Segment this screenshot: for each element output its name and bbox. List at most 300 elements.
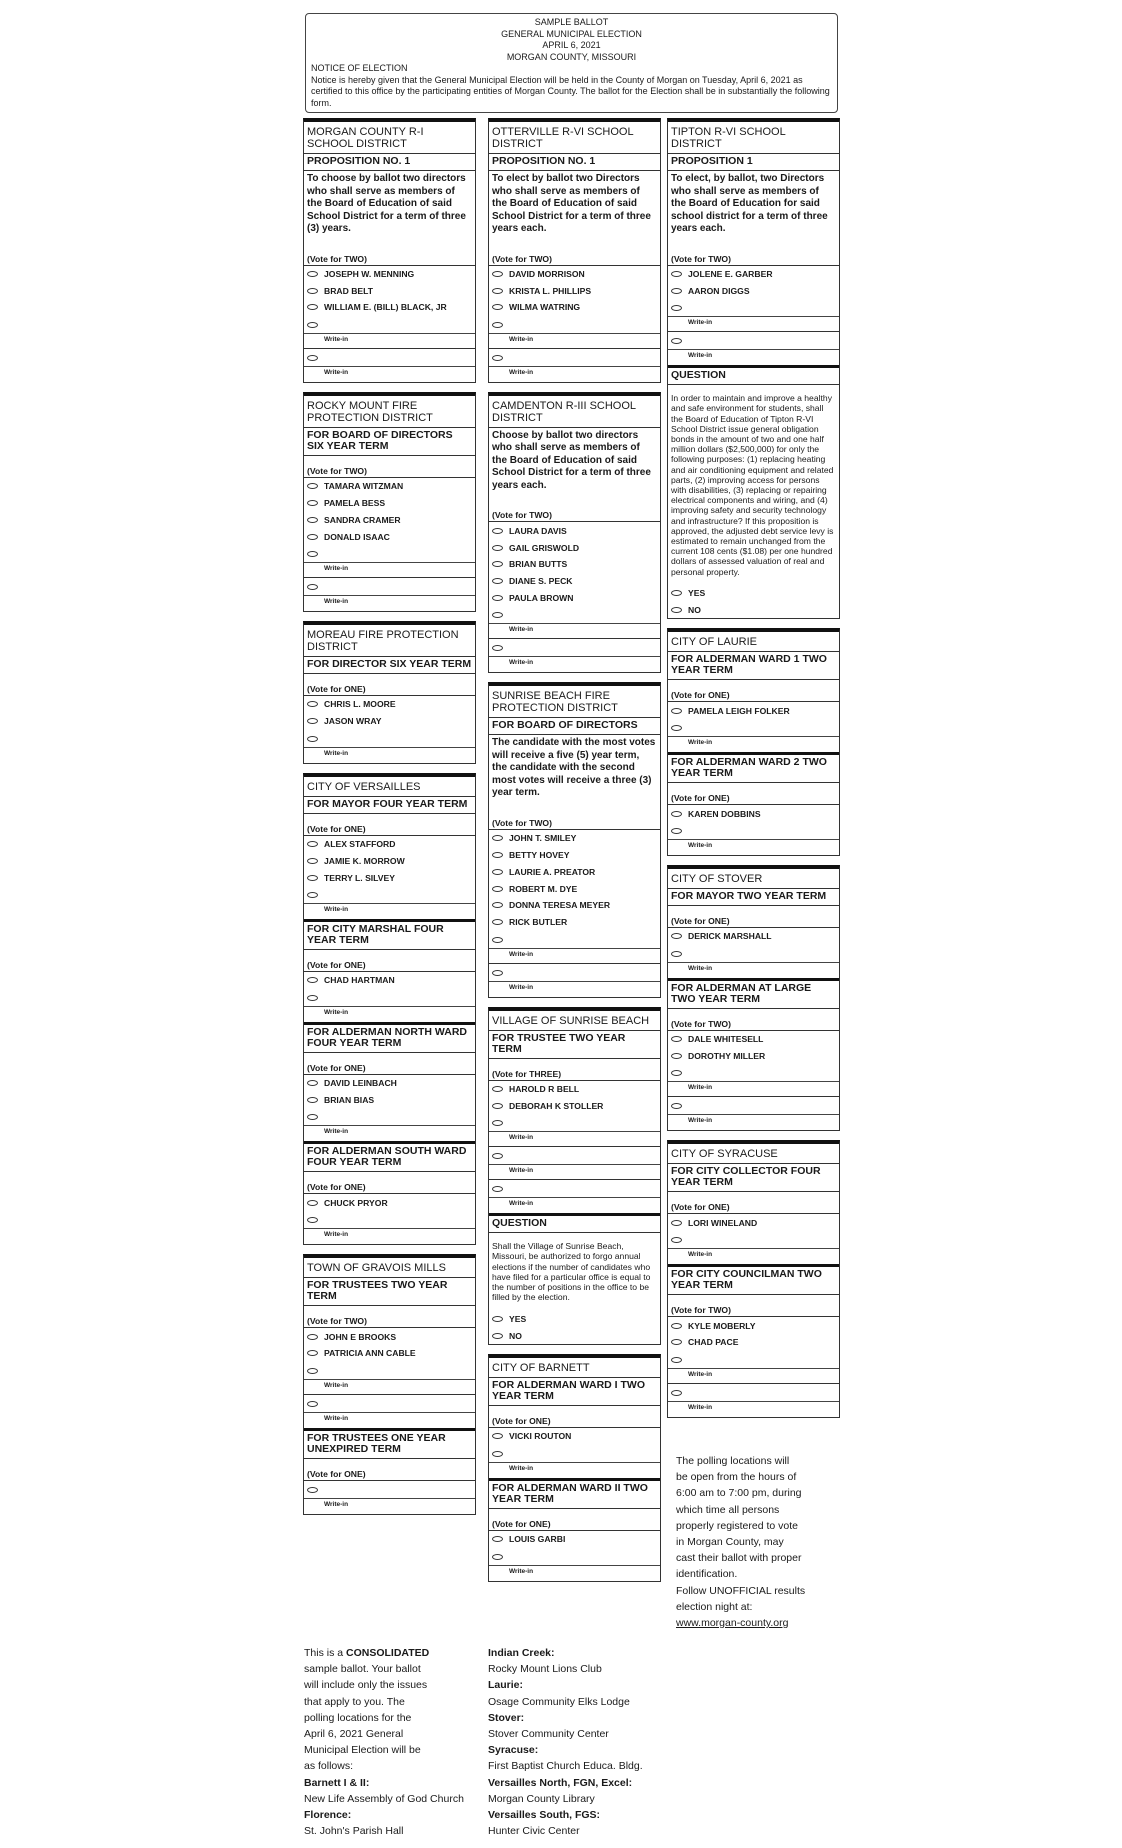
race (489, 1031, 660, 1214)
ballot-oval-icon[interactable] (307, 534, 318, 540)
vote-instruction: (Vote for TWO) (304, 244, 475, 266)
candidate-option[interactable] (304, 852, 475, 869)
write-in-label: Write-in (509, 1567, 534, 1575)
vote-instruction: (Vote for TWO) (489, 808, 660, 830)
vote-instruction: (Vote for TWO) (304, 1306, 475, 1328)
ballot-oval-icon[interactable] (307, 500, 318, 506)
race-description: The candidate with the most votes will receive a five (5) year term, the candidate with the second most votes will receive a three (3) year term. (492, 737, 656, 799)
write-in-line[interactable] (304, 1125, 475, 1126)
ballot-oval-icon[interactable] (492, 1333, 503, 1339)
ballot-oval-icon[interactable] (492, 902, 503, 908)
candidate-name: TERRY L. SILVEY (324, 872, 395, 883)
ballot-oval-icon[interactable] (307, 995, 318, 1001)
candidate-option[interactable] (668, 1317, 839, 1334)
ballot-oval-icon[interactable] (671, 1103, 682, 1109)
write-in-option[interactable] (304, 886, 475, 919)
write-in-option[interactable] (668, 822, 839, 855)
ballot-oval-icon[interactable] (307, 1080, 318, 1086)
candidate-option[interactable] (489, 1327, 660, 1344)
candidate-name: DEBORAH K STOLLER (509, 1100, 604, 1111)
write-in-option[interactable] (668, 1064, 839, 1097)
write-in-label: Write-in (509, 983, 534, 991)
write-in-line[interactable] (304, 595, 475, 596)
write-in-option[interactable] (489, 964, 660, 997)
write-in-line[interactable] (668, 349, 839, 350)
ballot-oval-icon[interactable] (492, 561, 503, 567)
write-in-option[interactable] (489, 1180, 660, 1213)
write-in-option[interactable] (304, 1108, 475, 1141)
race (668, 154, 839, 365)
candidate-name: NO (688, 604, 701, 615)
write-in-line[interactable] (304, 903, 475, 904)
candidate-name: JOHN T. SMILEY (509, 833, 577, 844)
write-in-label: Write-in (324, 906, 349, 914)
ballot-oval-icon[interactable] (492, 1554, 503, 1560)
write-in-option[interactable] (304, 1395, 475, 1428)
ballot-oval-icon[interactable] (307, 1097, 318, 1103)
office-title: FOR BOARD OF DIRECTORS SIX YEAR TERM (304, 428, 475, 456)
ballot-oval-icon[interactable] (307, 1350, 318, 1356)
consolidated-line: sample ballot. Your ballot (304, 1663, 421, 1676)
write-in-label: Write-in (324, 1128, 349, 1136)
candidate-option[interactable] (304, 1194, 475, 1211)
ballot-oval-icon[interactable] (492, 919, 503, 925)
candidate-option[interactable] (489, 863, 660, 880)
write-in-option[interactable] (304, 316, 475, 349)
candidate-option[interactable] (304, 972, 475, 989)
ballot-oval-icon[interactable] (492, 1153, 503, 1159)
vote-instruction: (Vote for TWO) (489, 244, 660, 266)
write-in-option[interactable] (668, 1351, 839, 1384)
candidate-option[interactable] (304, 1328, 475, 1345)
write-in-option[interactable] (304, 349, 475, 382)
write-in-label: Write-in (324, 1008, 349, 1016)
contest-section (303, 621, 476, 764)
ballot-oval-icon[interactable] (492, 886, 503, 892)
ballot-oval-icon[interactable] (492, 1120, 503, 1126)
write-in-label: Write-in (324, 598, 349, 606)
candidate-option[interactable] (304, 1092, 475, 1109)
write-in-option[interactable] (489, 639, 660, 672)
ballot-oval-icon[interactable] (492, 869, 503, 875)
candidate-option[interactable] (668, 1334, 839, 1351)
ballot-oval-icon[interactable] (307, 355, 318, 361)
ballot-oval-icon[interactable] (307, 701, 318, 707)
write-in-line[interactable] (668, 1114, 839, 1115)
ballot-oval-icon[interactable] (307, 322, 318, 328)
ballot-oval-icon[interactable] (671, 1070, 682, 1076)
candidate-option[interactable] (489, 590, 660, 607)
write-in-line[interactable] (489, 1565, 660, 1566)
candidate-option[interactable] (668, 585, 839, 602)
candidate-option[interactable] (668, 1048, 839, 1065)
write-in-line[interactable] (304, 333, 475, 334)
candidate-option[interactable] (668, 282, 839, 299)
ballot-oval-icon[interactable] (671, 1220, 682, 1226)
write-in-line[interactable] (668, 736, 839, 737)
candidate-option[interactable] (304, 266, 475, 283)
write-in-line[interactable] (489, 1131, 660, 1132)
write-in-option[interactable] (304, 1362, 475, 1395)
write-in-label: Write-in (688, 964, 713, 972)
write-in-option[interactable] (489, 606, 660, 639)
ballot-oval-icon[interactable] (671, 811, 682, 817)
polling-hours-line: The polling locations will (676, 1455, 790, 1467)
candidate-name: NO (509, 1330, 522, 1341)
ballot-oval-icon[interactable] (307, 1114, 318, 1120)
ballot-oval-icon[interactable] (671, 828, 682, 834)
candidate-option[interactable] (489, 282, 660, 299)
candidate-name: WILMA WATRING (509, 302, 581, 313)
write-in-option[interactable] (668, 719, 839, 752)
write-in-line[interactable] (304, 1412, 475, 1413)
candidate-option[interactable] (304, 282, 475, 299)
write-in-line[interactable] (668, 1248, 839, 1249)
location-place: Stover: (488, 1711, 525, 1724)
candidate-option[interactable] (489, 830, 660, 847)
office-title: FOR ALDERMAN WARD 1 TWO YEAR TERM (668, 652, 839, 680)
write-in-label: Write-in (509, 626, 534, 634)
ballot-oval-icon[interactable] (671, 607, 682, 613)
race (668, 889, 839, 978)
location-place: Laurie: (488, 1679, 524, 1692)
write-in-option[interactable] (489, 1548, 660, 1581)
write-in-label: Write-in (688, 841, 713, 849)
ballot-oval-icon[interactable] (492, 528, 503, 534)
candidate-name: DAVID LEINBACH (324, 1078, 397, 1089)
ballot-oval-icon[interactable] (492, 1433, 503, 1439)
write-in-label: Write-in (688, 1251, 713, 1259)
candidate-option[interactable] (489, 897, 660, 914)
location-site: First Baptist Church Educa. Bldg. (488, 1760, 643, 1773)
write-in-line[interactable] (489, 1164, 660, 1165)
ballot-oval-icon[interactable] (307, 517, 318, 523)
contest-section (303, 392, 476, 612)
candidate-option[interactable] (304, 299, 475, 316)
ballot-oval-icon[interactable] (307, 736, 318, 742)
candidate-name: DONNA TERESA MEYER (509, 900, 611, 911)
district-title: OTTERVILLE R-VI SCHOOL DISTRICT (489, 122, 660, 154)
write-in-option[interactable] (668, 332, 839, 365)
district-title: CITY OF SYRACUSE (668, 1144, 839, 1164)
race (489, 1478, 660, 1581)
vote-instruction: (Vote for TWO) (489, 500, 660, 522)
write-in-option[interactable] (668, 299, 839, 332)
race (489, 1213, 660, 1344)
contest-section (488, 118, 661, 383)
ballot-oval-icon[interactable] (492, 545, 503, 551)
ballot-oval-icon[interactable] (492, 578, 503, 584)
write-in-option[interactable] (304, 578, 475, 611)
write-in-label: Write-in (509, 1200, 534, 1208)
vote-instruction: (Vote for ONE) (668, 783, 839, 805)
candidate-option[interactable] (489, 1531, 660, 1548)
write-in-option[interactable] (489, 1445, 660, 1478)
write-in-option[interactable] (668, 1231, 839, 1264)
ballot-oval-icon[interactable] (307, 1334, 318, 1340)
contest-section (488, 1007, 661, 1345)
location-place: Versailles North, FGN, Excel: (488, 1776, 633, 1789)
write-in-option[interactable] (489, 316, 660, 349)
race (489, 428, 660, 672)
ballot-oval-icon[interactable] (492, 1186, 503, 1192)
district-title: TIPTON R-VI SCHOOL DISTRICT (668, 122, 839, 154)
ballot-oval-icon[interactable] (671, 708, 682, 714)
office-title: FOR ALDERMAN AT LARGE TWO YEAR TERM (668, 981, 839, 1009)
candidate-option[interactable] (304, 836, 475, 853)
candidate-option[interactable] (668, 702, 839, 719)
ballot-oval-icon[interactable] (307, 304, 318, 310)
write-in-line[interactable] (489, 656, 660, 657)
candidate-name: YES (688, 588, 706, 599)
ballot-oval-icon[interactable] (492, 937, 503, 943)
write-in-option[interactable] (668, 1097, 839, 1130)
candidate-option[interactable] (489, 1097, 660, 1114)
ballot-oval-icon[interactable] (671, 288, 682, 294)
write-in-line[interactable] (668, 962, 839, 963)
candidate-option[interactable] (489, 1428, 660, 1445)
results-link[interactable]: www.morgan-county.org (676, 1617, 789, 1630)
ballot-oval-icon[interactable] (492, 271, 503, 277)
candidate-option[interactable] (304, 696, 475, 713)
ballot-oval-icon[interactable] (671, 1036, 682, 1042)
ballot-column-2 (488, 118, 661, 1591)
ballot-oval-icon[interactable] (307, 1401, 318, 1407)
write-in-line[interactable] (668, 1368, 839, 1369)
ballot-oval-icon[interactable] (492, 322, 503, 328)
candidate-option[interactable] (304, 713, 475, 730)
write-in-line[interactable] (304, 747, 475, 748)
ballot-oval-icon[interactable] (307, 875, 318, 881)
ballot-oval-icon[interactable] (671, 1237, 682, 1243)
notice-title: NOTICE OF ELECTION (311, 63, 408, 73)
header-county: MORGAN COUNTY, MISSOURI (506, 51, 637, 62)
candidate-name: DOROTHY MILLER (688, 1050, 766, 1061)
write-in-line[interactable] (489, 333, 660, 334)
write-in-line[interactable] (304, 1228, 475, 1229)
candidate-option[interactable] (668, 1214, 839, 1231)
ballot-oval-icon[interactable] (671, 1323, 682, 1329)
write-in-label: Write-in (509, 1167, 534, 1175)
contest-section (488, 1354, 661, 1582)
write-in-option[interactable] (304, 989, 475, 1022)
candidate-name: BRAD BELT (324, 285, 374, 296)
location-site: Rocky Mount Lions Club (488, 1663, 602, 1676)
candidate-option[interactable] (304, 528, 475, 545)
write-in-option[interactable] (304, 1481, 475, 1514)
vote-instruction: (Vote for THREE) (489, 1059, 660, 1081)
ballot-oval-icon[interactable] (307, 1217, 318, 1223)
candidate-name: JOHN E BROOKS (324, 1331, 397, 1342)
ballot-oval-icon[interactable] (671, 1357, 682, 1363)
candidate-option[interactable] (489, 522, 660, 539)
candidate-name: DERICK MARSHALL (688, 931, 772, 942)
candidate-option[interactable] (668, 805, 839, 822)
candidate-option[interactable] (668, 928, 839, 945)
ballot-oval-icon[interactable] (671, 951, 682, 957)
location-place: Barnett I & II: (304, 1776, 370, 1789)
vote-instruction: (Vote for ONE) (668, 906, 839, 928)
write-in-line[interactable] (668, 1081, 839, 1082)
ballot-oval-icon[interactable] (492, 1086, 503, 1092)
write-in-line[interactable] (304, 562, 475, 563)
office-title: FOR ALDERMAN SOUTH WARD FOUR YEAR TERM (304, 1144, 475, 1172)
ballot-oval-icon[interactable] (492, 970, 503, 976)
write-in-line[interactable] (489, 1197, 660, 1198)
race (489, 154, 660, 382)
candidate-option[interactable] (489, 539, 660, 556)
ballot-oval-icon[interactable] (307, 1368, 318, 1374)
write-in-line[interactable] (304, 1006, 475, 1007)
consolidated-bold: CONSOLIDATED (346, 1647, 430, 1659)
ballot-oval-icon[interactable] (307, 288, 318, 294)
contest-section (488, 682, 661, 997)
ballot-oval-icon[interactable] (492, 1103, 503, 1109)
ballot-oval-icon[interactable] (307, 858, 318, 864)
race (304, 919, 475, 1022)
candidate-name: KAREN DOBBINS (688, 808, 761, 819)
office-title: FOR ALDERMAN WARD II TWO YEAR TERM (489, 1481, 660, 1509)
ballot-oval-icon[interactable] (307, 271, 318, 277)
ballot-oval-icon[interactable] (671, 1053, 682, 1059)
write-in-option[interactable] (489, 1114, 660, 1147)
candidate-option[interactable] (304, 1345, 475, 1362)
candidate-name: PAULA BROWN (509, 592, 574, 603)
ballot-oval-icon[interactable] (307, 841, 318, 847)
candidate-option[interactable] (304, 495, 475, 512)
candidate-option[interactable] (304, 1075, 475, 1092)
candidate-option[interactable] (489, 880, 660, 897)
write-in-option[interactable] (489, 931, 660, 964)
ballot-oval-icon[interactable] (307, 1487, 318, 1493)
district-title: TOWN OF GRAVOIS MILLS (304, 1258, 475, 1278)
candidate-name: JAMIE K. MORROW (324, 855, 405, 866)
ballot-oval-icon[interactable] (671, 1339, 682, 1345)
ballot-oval-icon[interactable] (492, 304, 503, 310)
ballot-oval-icon[interactable] (671, 1390, 682, 1396)
ballot-column-3 (667, 118, 840, 1427)
candidate-option[interactable] (489, 1081, 660, 1098)
write-in-option[interactable] (489, 349, 660, 382)
ballot-oval-icon[interactable] (307, 1200, 318, 1206)
ballot-oval-icon[interactable] (492, 1451, 503, 1457)
consolidated-line (304, 1645, 494, 1661)
candidate-option[interactable] (304, 869, 475, 886)
office-title: FOR ALDERMAN WARD I TWO YEAR TERM (489, 1378, 660, 1406)
write-in-line[interactable] (304, 1379, 475, 1380)
ballot-oval-icon[interactable] (492, 612, 503, 618)
candidate-name: LAURIE A. PREATOR (509, 866, 596, 877)
candidate-option[interactable] (668, 1031, 839, 1048)
district-title: CITY OF VERSAILLES (304, 777, 475, 797)
ballot-oval-icon[interactable] (492, 595, 503, 601)
write-in-line[interactable] (489, 623, 660, 624)
write-in-option[interactable] (489, 1147, 660, 1180)
write-in-line[interactable] (668, 1401, 839, 1402)
candidate-option[interactable] (304, 478, 475, 495)
ballot-oval-icon[interactable] (492, 1316, 503, 1322)
race (304, 428, 475, 611)
write-in-label: Write-in (509, 335, 534, 343)
ballot-oval-icon[interactable] (307, 551, 318, 557)
write-in-line[interactable] (668, 316, 839, 317)
contest-section (667, 628, 840, 856)
write-in-option[interactable] (668, 1384, 839, 1417)
candidate-option[interactable] (489, 266, 660, 283)
candidate-name: YES (509, 1313, 527, 1324)
polling-hours-line: be open from the hours of (676, 1471, 797, 1484)
write-in-option[interactable] (668, 945, 839, 978)
write-in-option[interactable] (304, 545, 475, 578)
ballot-oval-icon[interactable] (492, 835, 503, 841)
candidate-option[interactable] (489, 556, 660, 573)
candidate-option[interactable] (489, 914, 660, 931)
write-in-line[interactable] (304, 366, 475, 367)
contest-section (488, 392, 661, 673)
candidate-option[interactable] (489, 573, 660, 590)
ballot-oval-icon[interactable] (307, 977, 318, 983)
race (668, 365, 839, 618)
candidate-option[interactable] (304, 511, 475, 528)
district-title: CITY OF STOVER (668, 869, 839, 889)
candidate-option[interactable] (668, 266, 839, 283)
candidate-option[interactable] (668, 602, 839, 619)
polling-locations (488, 1645, 688, 1839)
race (304, 1278, 475, 1428)
candidate-option[interactable] (489, 1310, 660, 1327)
write-in-label: Write-in (324, 368, 349, 376)
ballot-oval-icon[interactable] (671, 933, 682, 939)
ballot-oval-icon[interactable] (492, 645, 503, 651)
write-in-label: Write-in (324, 749, 349, 757)
district-title: ROCKY MOUNT FIRE PROTECTION DISTRICT (304, 396, 475, 428)
write-in-line[interactable] (668, 839, 839, 840)
ballot-oval-icon[interactable] (671, 725, 682, 731)
candidate-name: CHUCK PRYOR (324, 1197, 388, 1208)
office-title: FOR ALDERMAN WARD 2 TWO YEAR TERM (668, 755, 839, 783)
write-in-line[interactable] (304, 1498, 475, 1499)
ballot-oval-icon[interactable] (307, 892, 318, 898)
write-in-option[interactable] (304, 730, 475, 763)
ballot-oval-icon[interactable] (307, 718, 318, 724)
candidate-name: ALEX STAFFORD (324, 839, 396, 850)
write-in-line[interactable] (489, 948, 660, 949)
candidate-option[interactable] (489, 847, 660, 864)
ballot-oval-icon[interactable] (671, 271, 682, 277)
ballot-oval-icon[interactable] (492, 852, 503, 858)
write-in-label: Write-in (324, 1500, 349, 1508)
ballot-oval-icon[interactable] (492, 288, 503, 294)
candidate-option[interactable] (489, 299, 660, 316)
write-in-line[interactable] (489, 981, 660, 982)
ballot-oval-icon[interactable] (671, 590, 682, 596)
write-in-option[interactable] (304, 1211, 475, 1244)
write-in-line[interactable] (489, 366, 660, 367)
contest-section (667, 1140, 840, 1417)
ballot-oval-icon[interactable] (671, 338, 682, 344)
contest-section (667, 118, 840, 619)
ballot-oval-icon[interactable] (307, 584, 318, 590)
write-in-line[interactable] (489, 1462, 660, 1463)
ballot-oval-icon[interactable] (671, 305, 682, 311)
ballot-oval-icon[interactable] (492, 355, 503, 361)
ballot-oval-icon[interactable] (307, 483, 318, 489)
candidate-name: PAMELA BESS (324, 498, 386, 509)
race-description: To elect, by ballot, two Directors who shall serve as members of the Board of Education for said school district for a term of three years each. (671, 173, 828, 234)
candidate-name: BETTY HOVEY (509, 850, 570, 861)
candidate-name: LAURA DAVIS (509, 525, 567, 536)
ballot-oval-icon[interactable] (492, 1536, 503, 1542)
